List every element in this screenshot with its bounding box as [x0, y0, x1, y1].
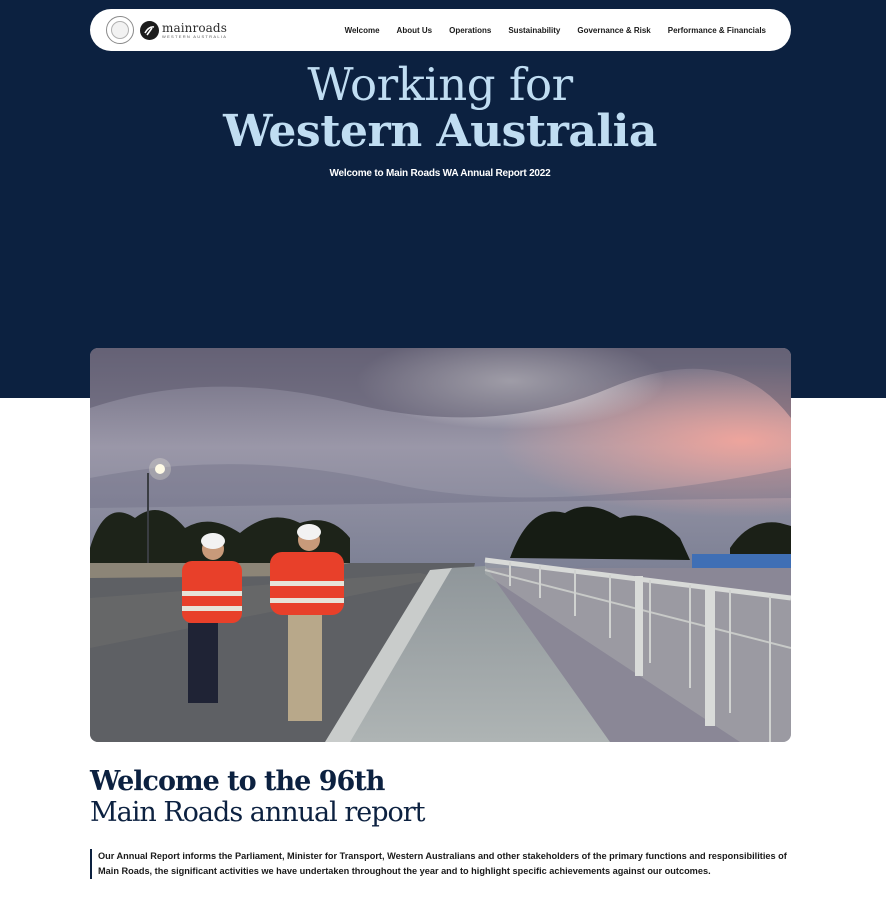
intro-blockquote	[90, 849, 791, 879]
menu-item-about-us[interactable]: About Us	[396, 25, 433, 35]
menu-item-welcome[interactable]: Welcome	[344, 25, 380, 35]
main-menu	[345, 26, 775, 35]
mainroads-logo[interactable]	[140, 21, 227, 40]
menu-item-operations[interactable]: Operations	[449, 25, 492, 35]
intro-text: Our Annual Report informs the Parliament, Minister for Transport, Western Australians and other stakeholders of the primary functions and responsibilities of Main Roads, the significant activities we have undertaken throughout the year and to highlight specific achievements against our outcomes.	[98, 851, 787, 876]
hero-title-line1: Working for	[307, 58, 573, 111]
wa-government-crest-icon[interactable]	[106, 16, 134, 44]
logo-subtitle: WESTERN AUSTRALIA	[162, 33, 228, 39]
top-navigation	[90, 9, 791, 51]
menu-item-governance-risk[interactable]: Governance & Risk	[577, 25, 651, 35]
logo-name: mainroads	[162, 20, 227, 35]
hero-photo	[90, 348, 791, 742]
welcome-heading-line1: Welcome to the 96th	[90, 766, 385, 797]
hero-title-line2: Western Australia	[223, 106, 657, 157]
welcome-heading-line2: Main Roads annual report	[90, 797, 425, 828]
menu-item-sustainability[interactable]: Sustainability	[508, 25, 561, 35]
mainroads-logo-icon	[140, 21, 159, 40]
hero-subtitle: Welcome to Main Roads WA Annual Report 2022	[329, 168, 551, 179]
menu-item-performance-financials[interactable]: Performance & Financials	[667, 25, 766, 35]
